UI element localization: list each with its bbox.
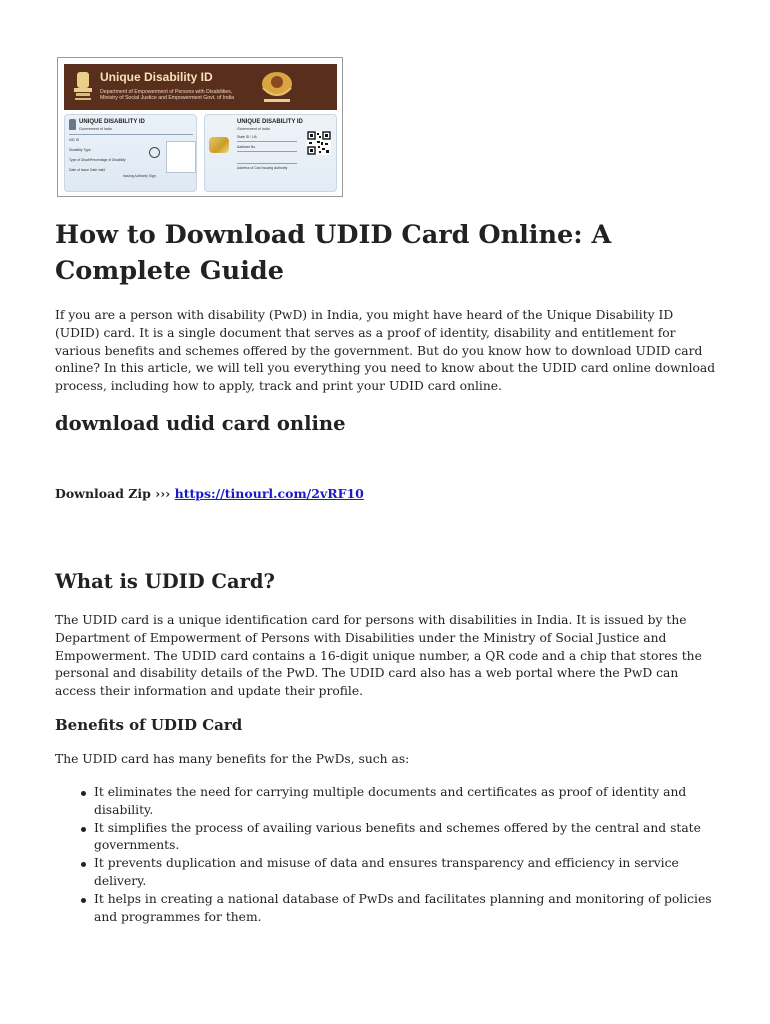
- download-label: Download Zip ›››: [55, 486, 171, 501]
- card-back-field: Address of Card Issuing Authority: [237, 166, 288, 170]
- card-back-rule: [237, 163, 297, 164]
- national-emblem-icon: [71, 70, 95, 104]
- card-front-field: Date of Issue: [69, 168, 89, 172]
- card-gold-chip-icon: [209, 137, 229, 153]
- card-front-field: Percentage of Disability: [90, 158, 126, 162]
- udid-banner-image: [57, 57, 343, 197]
- list-item: It helps in creating a national database of PwDs and facilitates planning and monitoring of policies and programmes for them.: [55, 891, 720, 927]
- card-photo-placeholder: [166, 141, 196, 173]
- what-is-heading: What is UDID Card?: [55, 570, 275, 593]
- card-front-rule: [69, 134, 193, 135]
- card-front-field: Type of Disab.: [69, 158, 91, 162]
- card-front-title: UNIQUE DISABILITY ID: [79, 119, 145, 125]
- card-front-gov: Government of India: [79, 127, 112, 131]
- qr-code-icon: [307, 131, 331, 155]
- card-back-gov: Government of India: [237, 127, 270, 131]
- article-title: How to Download UDID Card Online: A Complete Guide: [55, 220, 612, 286]
- list-item: It simplifies the process of availing various benefits and schemes offered by the central and state governments.: [55, 820, 720, 856]
- card-front-field: UID ID: [69, 138, 80, 142]
- benefits-list: [55, 784, 720, 926]
- banner-title: Unique Disability ID: [100, 70, 213, 84]
- card-back-rule: [237, 151, 297, 152]
- card-back-rule: [237, 141, 297, 142]
- intro-paragraph: If you are a person with disability (PwD) in India, you might have heard of the Unique Disability ID (UDID) card. It is a single document that serves as a proof of identity, disability and entitlement for various benefits and schemes offered by the government. But do you know how to download UDID card online? In this article, we will tell you everything you need to know about the UDID card online download process, including how to apply, track and print your UDID card online.: [55, 308, 716, 394]
- card-back-field: Aadhaar No.: [237, 145, 257, 149]
- card-back-field: State ID / UA: [237, 135, 257, 139]
- card-back-title: UNIQUE DISABILITY ID: [237, 119, 303, 125]
- banner-subtitle-line-1: Department of Empowerment of Persons with Disabilities,: [100, 89, 233, 95]
- card-front-field: Issuing Authority Sign.: [123, 174, 157, 178]
- what-is-paragraph: The UDID card is a unique identification card for persons with disabilities in India. It is issued by the Department of Empowerment of Persons with Disabilities under the Ministry of Social Justice and Empowerment. The UDID card contains a 16-digit unique number, a QR code and a chip that stores the personal and disability details of the PwD. The UDID card also has a web portal where the PwD can access their information and update their profile.: [55, 613, 702, 699]
- benefits-intro: The UDID card has many benefits for the PwDs, such as:: [55, 752, 410, 766]
- banner-header: [64, 64, 337, 110]
- download-heading: download udid card online: [55, 412, 346, 435]
- download-link[interactable]: https://tinourl.com/2vRF10: [174, 486, 364, 501]
- card-chip-icon: [149, 147, 160, 158]
- card-emblem-icon: [69, 119, 76, 130]
- benefits-heading: Benefits of UDID Card: [55, 716, 243, 734]
- card-front-field: Disability Type: [69, 148, 91, 152]
- card-front-field: Date valid: [90, 168, 106, 172]
- udid-card-front: [64, 114, 197, 192]
- banner-subtitle-line-2: Ministry of Social Justice and Empowerment Govt. of India: [100, 95, 235, 101]
- download-line: [55, 486, 364, 501]
- udid-card-back: [204, 114, 337, 192]
- banner-subtitle: [100, 89, 234, 101]
- list-item: It eliminates the need for carrying multiple documents and certificates as proof of identity and disability.: [55, 784, 720, 820]
- list-item: It prevents duplication and misuse of data and ensures transparency and efficiency in service delivery.: [55, 855, 720, 891]
- ministry-seal-icon: [254, 68, 300, 106]
